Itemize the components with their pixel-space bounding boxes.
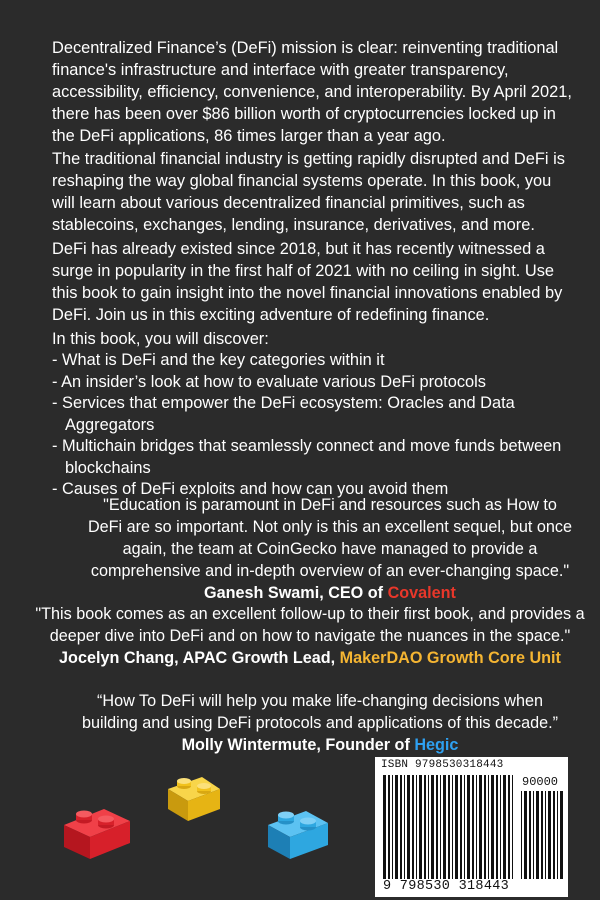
barcode-bar [541, 791, 543, 879]
testimonial-1 [85, 494, 575, 604]
barcode-bar [524, 791, 527, 879]
barcode-bar [383, 775, 386, 879]
barcode-bar [476, 775, 477, 879]
barcode-bar [500, 775, 501, 879]
isbn-barcode [375, 757, 568, 897]
testimonial-org: MakerDAO Growth Core Unit [339, 649, 561, 667]
barcode-bar [488, 775, 489, 879]
barcode-bar [548, 791, 551, 879]
barcode-bar [533, 791, 534, 879]
barcode-bar [521, 791, 522, 879]
testimonial-author: Molly Wintermute, Founder of [181, 736, 410, 754]
price-code: 90000 [522, 775, 559, 789]
barcode-bar [455, 775, 458, 879]
barcode-bar [479, 775, 482, 879]
testimonial-org: Covalent [387, 584, 456, 602]
barcode-bar [512, 775, 513, 879]
testimonial-attribution [80, 734, 560, 756]
barcode-bar [407, 775, 410, 879]
testimonial-3 [80, 690, 560, 756]
list-item: - Multichain bridges that seamlessly connect and move funds between blockchains [52, 436, 572, 479]
barcode-bar [395, 775, 398, 879]
barcode-bar [508, 775, 510, 879]
yellow-brick-icon [168, 777, 220, 821]
barcode-bar [472, 775, 474, 879]
barcode-bar [443, 775, 446, 879]
barcode-bar [436, 775, 438, 879]
barcode-bar [419, 775, 422, 879]
description-paragraph-1: Decentralized Finance’s (DeFi) mission is clear: reinventing traditional finance's infrastructure and interface with greater transparency, accessibility, efficiency, convenience, and interoperability. By April 2021, there has been over $86 billion worth of cryptocurrencies locked up in the DeFi applications, 86 times larger than a year ago. [52, 39, 572, 145]
barcode-bar [557, 791, 558, 879]
barcode-bar [404, 775, 405, 879]
barcode-bar [496, 775, 498, 879]
list-item: - An insider’s look at how to evaluate various DeFi protocols [52, 372, 572, 394]
barcode-bar [529, 791, 531, 879]
barcode-bar [560, 791, 563, 879]
testimonial-author: Ganesh Swami, CEO of [204, 584, 384, 602]
barcode-bar [484, 775, 486, 879]
barcode-bar [536, 791, 539, 879]
isbn-label: ISBN 9798530318443 [381, 759, 504, 771]
discover-list [52, 350, 572, 501]
barcode-bar [416, 775, 417, 879]
barcode-bar [452, 775, 453, 879]
barcode-bar [460, 775, 462, 879]
barcode-bar [503, 775, 506, 879]
testimonial-quote: "This book comes as an excellent follow-up to their first book, and provides a deeper dive into DeFi and on how to navigate the nuances in the space." [35, 605, 585, 645]
list-item: - What is DeFi and the key categories within it [52, 350, 572, 372]
discover-heading: In this book, you will discover: [52, 330, 269, 348]
testimonial-attribution [85, 582, 575, 604]
red-brick-icon [64, 809, 130, 859]
barcode-bar [388, 775, 390, 879]
barcode-bar [440, 775, 441, 879]
description-paragraph-3: DeFi has already existed since 2018, but it has recently witnessed a surge in popularity in the first half of 2021 with no ceiling in sight. Use this book to gain insight into the novel financial innovations enabled by DeFi. Join us in this exciting adventure of redefining finance. [52, 240, 563, 324]
testimonial-attribution [25, 647, 595, 669]
testimonial-2 [25, 603, 595, 669]
barcode-bar [464, 775, 465, 879]
barcode-bar [431, 775, 434, 879]
barcode-bar [545, 791, 546, 879]
barcode-bar [424, 775, 426, 879]
barcode-bar [392, 775, 393, 879]
barcode-bar [491, 775, 494, 879]
list-item: - Causes of DeFi exploits and how can you avoid them [52, 479, 572, 501]
testimonial-org: Hegic [414, 736, 459, 754]
bricks-illustration [50, 765, 350, 885]
list-item: - Services that empower the DeFi ecosystem: Oracles and Data Aggregators [52, 393, 572, 436]
barcode-digits: 9 798530 318443 [383, 879, 510, 894]
barcode-bar [448, 775, 450, 879]
testimonial-author: Jocelyn Chang, APAC Growth Lead, [59, 649, 336, 667]
description-paragraph-2: The traditional financial industry is getting rapidly disrupted and DeFi is reshaping the way global financial systems operate. In this book, you will learn about various decentralized financial primitives, such as stablecoins, exchanges, lending, insurance, derivatives, and more. [52, 150, 565, 234]
barcode-bar [428, 775, 429, 879]
blue-brick-icon [268, 811, 328, 859]
barcode-bar [412, 775, 414, 879]
barcode-bar [400, 775, 402, 879]
testimonial-quote: "Education is paramount in DeFi and resources such as How to DeFi are so important. Not only is this an excellent sequel, but once again, the team at CoinGecko have managed to provide a comprehensive and in-depth overview of an ever-changing space." [87, 496, 573, 580]
testimonial-quote: “How To DeFi will help you make life-changing decisions when building and using DeFi protocols and applications of this decade.” [81, 692, 559, 732]
barcode-bar [467, 775, 470, 879]
barcode-bar [553, 791, 555, 879]
